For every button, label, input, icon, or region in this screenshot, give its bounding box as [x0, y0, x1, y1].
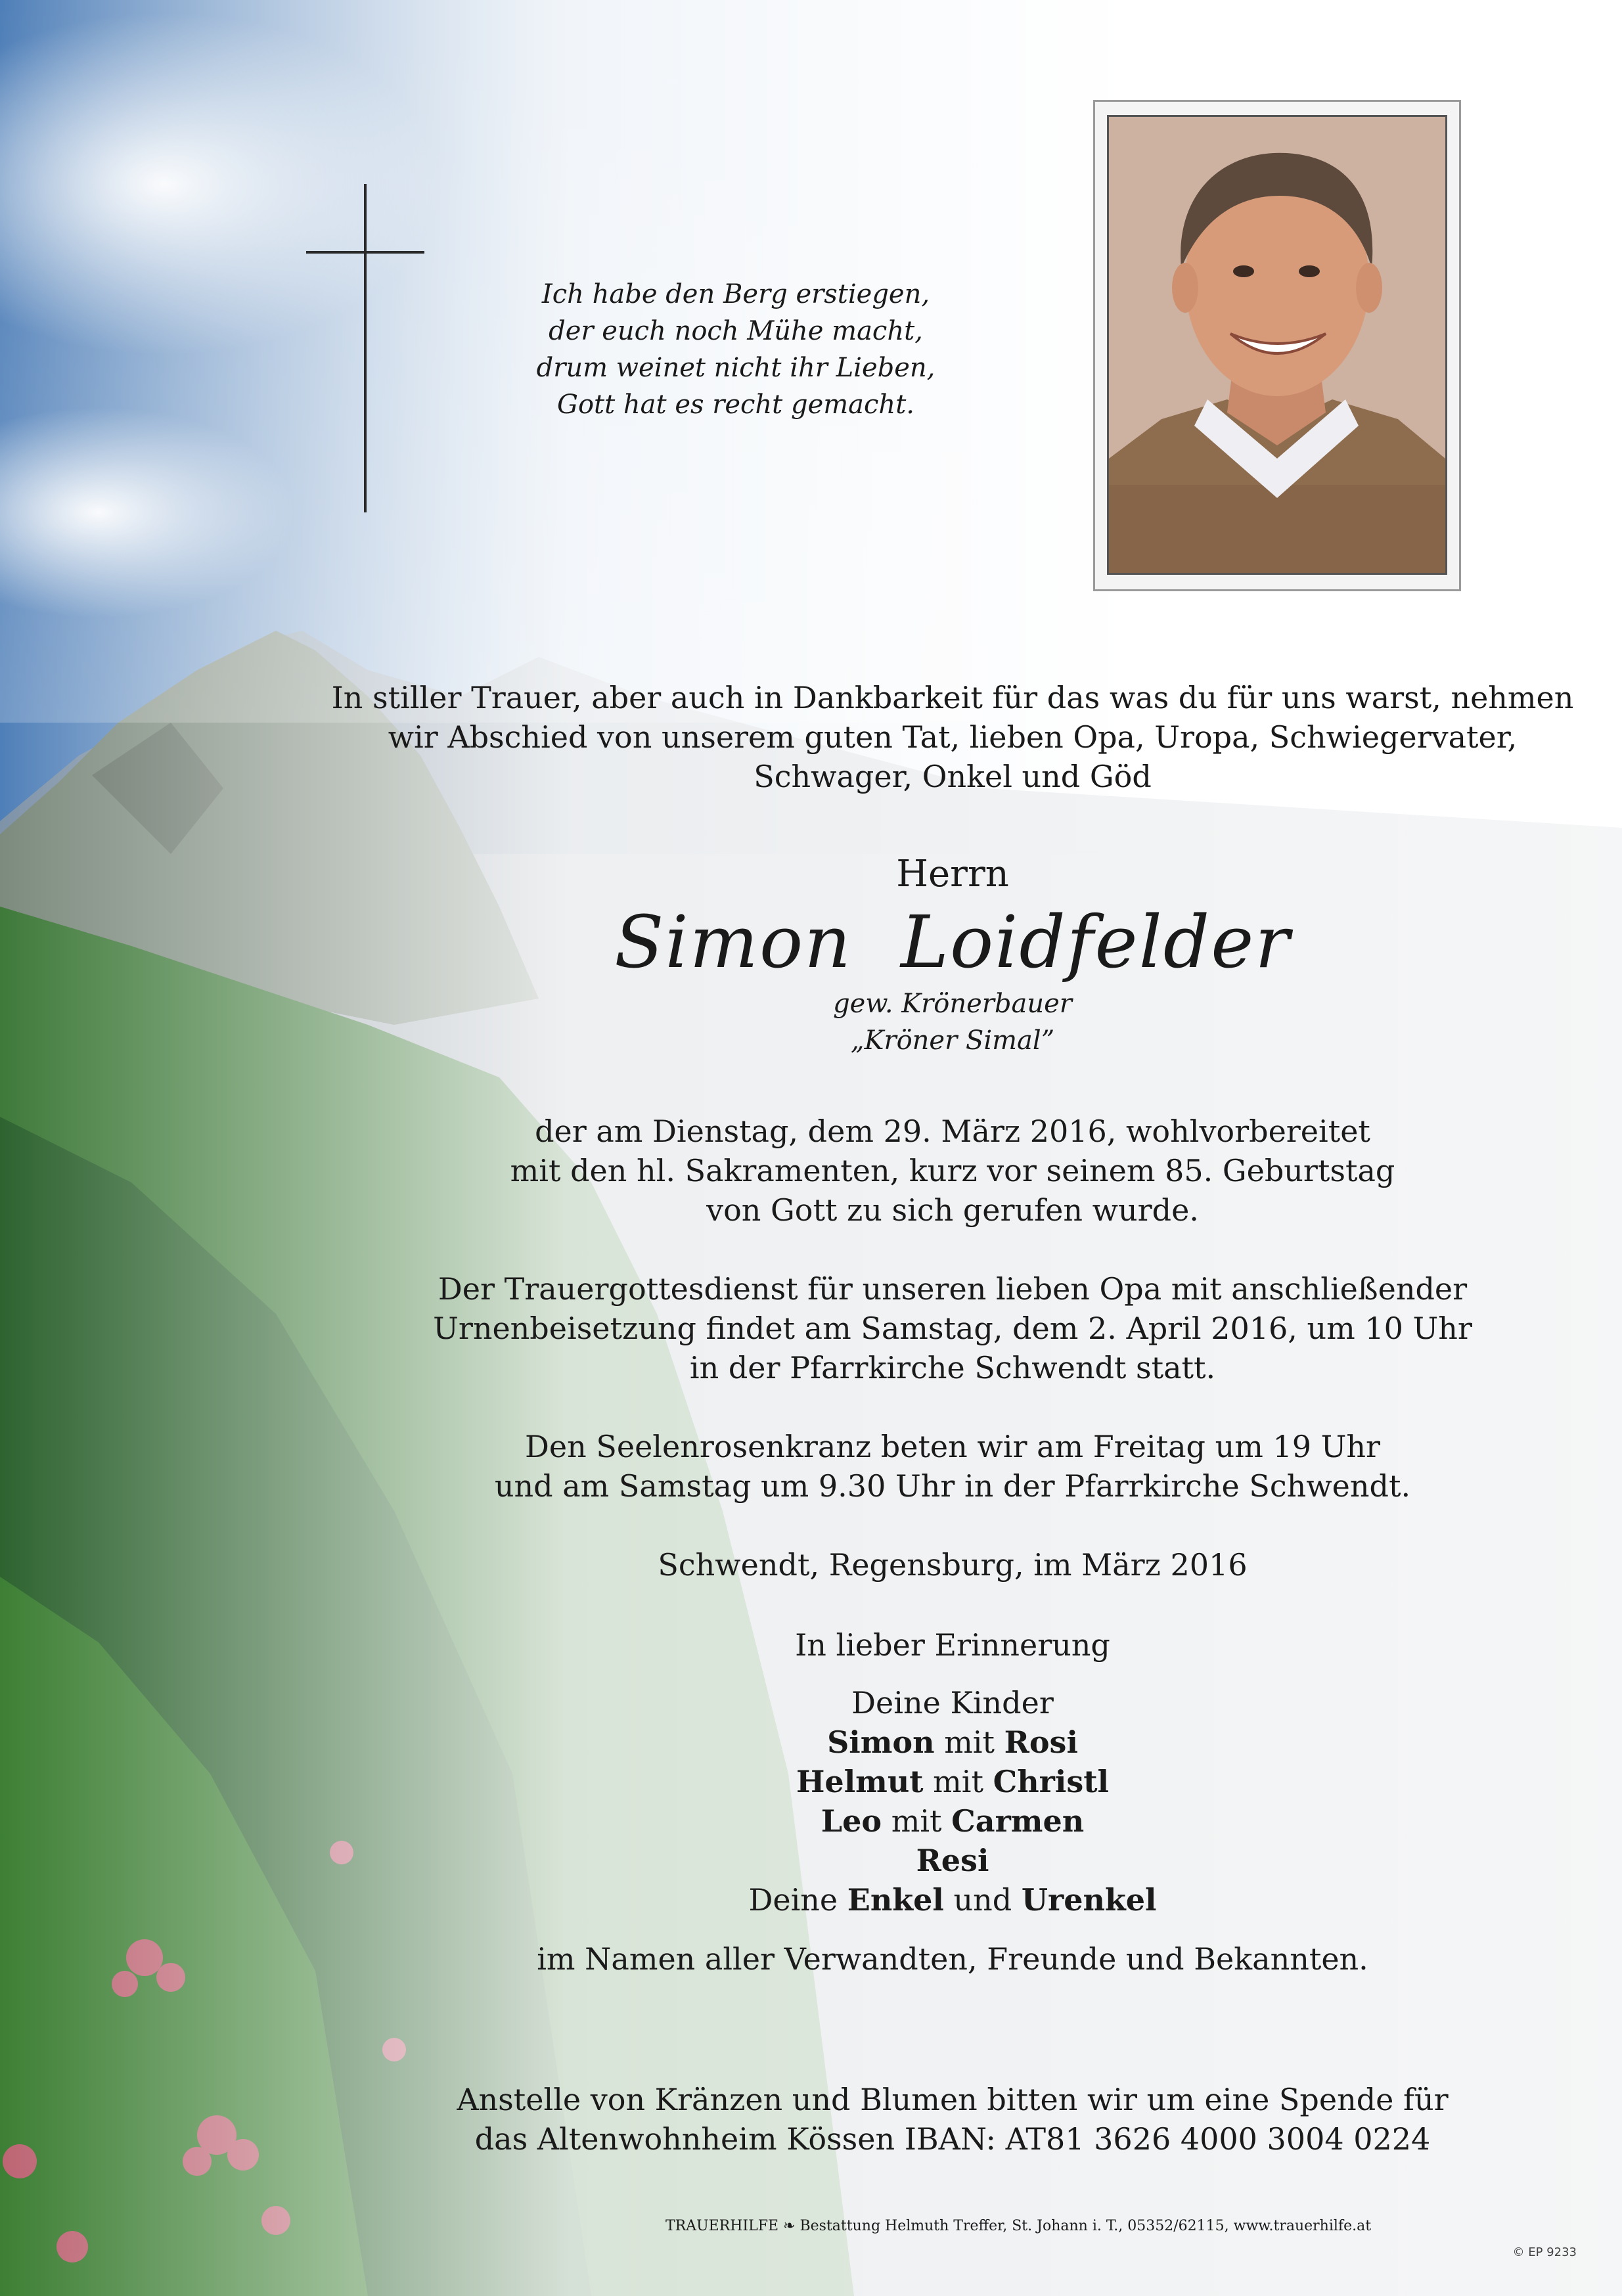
funeral-service	[328, 1269, 1577, 1387]
donation-line: Anstelle von Kränzen und Blumen bitten wir um eine Spende für	[457, 2082, 1449, 2117]
family-couple: Helmut mit Christl	[796, 1764, 1110, 1799]
family-couple: Leo mit Carmen	[821, 1803, 1085, 1839]
intro-line: Schwager, Onkel und Göd	[754, 759, 1152, 794]
rosary-line: und am Samstag um 9.30 Uhr in der Pfarrkirche Schwendt.	[494, 1468, 1411, 1504]
death-notice-line: der am Dienstag, dem 29. März 2016, wohlvorbereitet	[535, 1114, 1370, 1149]
intro-line: In stiller Trauer, aber auch in Dankbarkeit für das was du für uns warst, nehmen	[331, 680, 1574, 715]
family-list	[328, 1683, 1577, 1920]
on-behalf	[328, 1939, 1577, 1979]
subtitle-line: gew. Krönerbauer	[833, 989, 1072, 1019]
portrait-person-icon	[1109, 117, 1445, 573]
on-behalf-text: im Namen aller Verwandten, Freunde und Bekannten.	[537, 1941, 1368, 1977]
place-date	[328, 1545, 1577, 1585]
death-notice-line: von Gott zu sich gerufen wurde.	[706, 1192, 1199, 1228]
rosary-info	[328, 1427, 1577, 1506]
place-date-text: Schwendt, Regensburg, im März 2016	[658, 1547, 1248, 1583]
memorial-verse	[499, 276, 972, 423]
deceased-name: Simon Loidfelder	[614, 900, 1291, 984]
print-code: © EP 9233	[1512, 2245, 1577, 2259]
memory-line	[328, 1625, 1577, 1665]
family-grandchildren: Deine Enkel und Urenkel	[748, 1882, 1157, 1918]
portrait-frame	[1093, 100, 1461, 591]
footer-text: Bestattung Helmuth Treffer, St. Johann i. T., 05352/62115, www.trauerhilfe.at	[800, 2218, 1372, 2234]
verse-line: drum weinet nicht ihr Lieben,	[536, 353, 935, 383]
memory-text: In lieber Erinnerung	[795, 1627, 1110, 1663]
intro-text	[328, 678, 1577, 796]
service-line: Der Trauergottesdienst für unseren lieben Opa mit anschließender	[438, 1271, 1468, 1307]
death-notice	[328, 1112, 1577, 1230]
rosary-line: Den Seelenrosenkranz beten wir am Freitag um 19 Uhr	[525, 1429, 1380, 1464]
family-single: Resi	[916, 1843, 989, 1878]
deceased-subtitle	[328, 985, 1577, 1059]
footer-brand: TRAUERHILFE	[665, 2218, 779, 2234]
verse-line: Ich habe den Berg erstiegen,	[541, 279, 930, 309]
cross-symbol	[306, 184, 424, 512]
verse-line: Gott hat es recht gemacht.	[557, 390, 914, 420]
service-line: in der Pfarrkirche Schwendt statt.	[689, 1350, 1216, 1385]
subtitle-line: „Kröner Simal”	[850, 1025, 1055, 1056]
service-line: Urnenbeisetzung findet am Samstag, dem 2. April 2016, um 10 Uhr	[433, 1311, 1472, 1346]
donation-line: das Altenwohnheim Kössen IBAN: AT81 3626 4000 3004 0224	[474, 2121, 1431, 2157]
children-label: Deine Kinder	[851, 1685, 1054, 1721]
funeral-home-footer	[460, 2218, 1577, 2234]
salutation: Herrn	[896, 853, 1009, 895]
death-notice-line: mit den hl. Sakramenten, kurz vor seinem 85. Geburtstag	[510, 1153, 1395, 1188]
verse-line: der euch noch Mühe macht,	[549, 316, 923, 346]
intro-line: wir Abschied von unserem guten Tat, lieben Opa, Uropa, Schwiegervater,	[388, 719, 1518, 755]
portrait-photo	[1107, 115, 1447, 575]
footer-logo-icon: ❧	[783, 2218, 796, 2234]
donation-request	[328, 2080, 1577, 2159]
family-couple: Simon mit Rosi	[827, 1724, 1078, 1760]
